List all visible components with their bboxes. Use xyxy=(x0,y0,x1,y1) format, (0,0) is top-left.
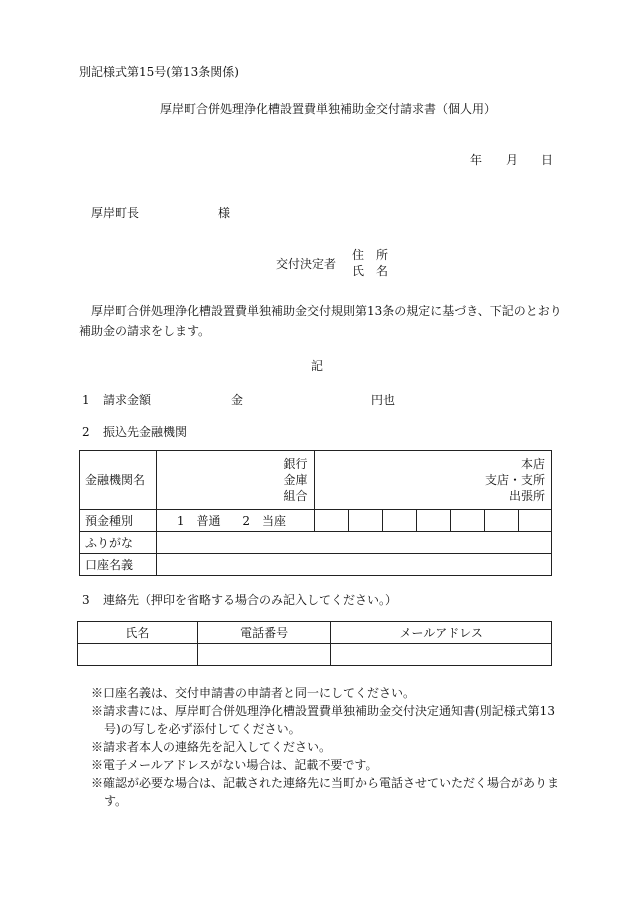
account-holder-label: 口座名義 xyxy=(80,554,157,576)
bank-type-kumiai: 組合 xyxy=(283,489,308,503)
date-day: 日 xyxy=(541,153,554,167)
account-digit-box[interactable] xyxy=(314,510,349,532)
item2-label: 振込先金融機関 xyxy=(103,425,188,439)
applicant-name-label: 氏 名 xyxy=(352,264,389,278)
note-item: ※確認が必要な場合は、記載された連絡先に当町から電話させていただく場合があります。 xyxy=(91,776,560,808)
bank-table xyxy=(79,450,552,576)
deposit-option-toza[interactable]: 2 当座 xyxy=(242,513,286,528)
notes-list xyxy=(91,684,561,810)
applicant-label: 交付決定者 xyxy=(276,257,337,271)
date-year: 年 xyxy=(470,153,483,167)
addressee-honorific: 様 xyxy=(218,206,231,220)
furigana-field[interactable] xyxy=(156,532,551,554)
note-item: ※請求者本人の連絡先を記入してください。 xyxy=(91,740,332,754)
contact-header-email: メールアドレス xyxy=(331,622,552,644)
body-line-2: 補助金の請求をします。 xyxy=(79,324,211,338)
account-holder-field[interactable] xyxy=(156,554,551,576)
branch-type-honten: 本店 xyxy=(520,457,545,471)
date-month: 月 xyxy=(506,153,519,167)
item3-number: 3 xyxy=(82,593,90,607)
branch-type-shiten: 支店・支所 xyxy=(484,473,545,487)
deposit-type-label: 預金種別 xyxy=(80,510,157,532)
note-item: ※請求書には、厚岸町合併処理浄化槽設置費単独補助金交付決定通知書(別記様式第13号)の写しを必ず添付してください。 xyxy=(91,704,555,736)
contact-header-name: 氏名 xyxy=(78,622,198,644)
contact-header-phone: 電話番号 xyxy=(197,622,331,644)
note-item: ※電子メールアドレスがない場合は、記載不要です。 xyxy=(91,758,378,772)
form-id: 別記様式第15号(第13条関係) xyxy=(79,65,239,79)
bank-type-kinko: 金庫 xyxy=(283,473,308,487)
addressee-name: 厚岸町長 xyxy=(91,206,140,220)
contact-name-field[interactable] xyxy=(78,644,198,666)
item1-label: 請求金額 xyxy=(103,393,152,407)
branch-type-shucchojo: 出張所 xyxy=(508,489,545,503)
bank-type-ginko: 銀行 xyxy=(283,457,308,471)
branch-type-cell[interactable] xyxy=(314,451,551,510)
ki-heading: 記 xyxy=(311,359,324,373)
contact-table xyxy=(77,621,552,666)
form-title: 厚岸町合併処理浄化槽設置費単独補助金交付請求書（個人用） xyxy=(160,102,497,116)
item2-number: 2 xyxy=(82,425,90,439)
deposit-option-futsu[interactable]: 1 普通 xyxy=(176,513,221,528)
account-digit-box[interactable] xyxy=(519,510,552,532)
deposit-type-cell[interactable] xyxy=(156,510,314,532)
bank-name-label: 金融機関名 xyxy=(80,451,157,510)
applicant-address-label: 住 所 xyxy=(352,248,389,262)
item1-kin: 金 xyxy=(231,393,244,407)
item1-number: 1 xyxy=(82,393,90,407)
item1-yen: 円也 xyxy=(371,393,396,407)
account-digit-box[interactable] xyxy=(349,510,383,532)
contact-phone-field[interactable] xyxy=(197,644,331,666)
account-digit-box[interactable] xyxy=(383,510,417,532)
account-digit-box[interactable] xyxy=(451,510,485,532)
note-item: ※口座名義は、交付申請書の申請者と同一にしてください。 xyxy=(91,686,416,700)
item3-label: 連絡先（押印を省略する場合のみ記入してください。） xyxy=(103,593,398,607)
bank-type-cell[interactable] xyxy=(156,451,314,510)
furigana-label: ふりがな xyxy=(80,532,157,554)
body-line-1: 厚岸町合併処理浄化槽設置費単独補助金交付規則第13条の規定に基づき、下記のとおり xyxy=(91,304,562,318)
account-digit-box[interactable] xyxy=(485,510,519,532)
contact-email-field[interactable] xyxy=(331,644,552,666)
account-digit-box[interactable] xyxy=(417,510,451,532)
